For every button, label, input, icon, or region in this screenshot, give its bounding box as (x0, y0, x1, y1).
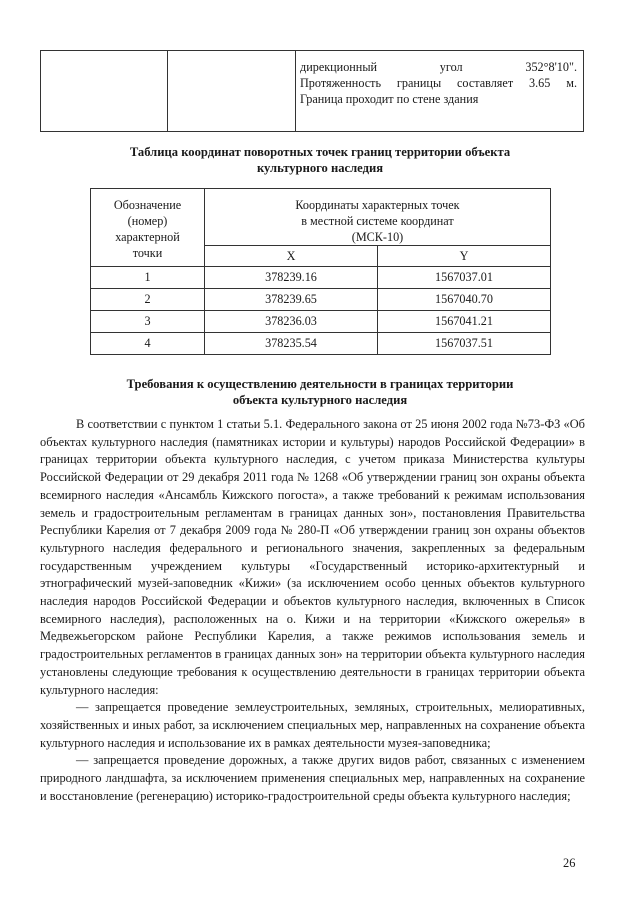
boundary-description-cell (296, 51, 584, 132)
requirement-item: — запрещается проведение землеустроительных, земляных, строительных, мелиоративных, хозяйственных и иных работ, за исключением специальных мер, направленных на сохранение объекта культурного наследия и использование их в рамках деятельности музея-заповедника; (40, 700, 585, 750)
point-number: 2 (91, 289, 205, 311)
header-y: Y (378, 246, 551, 267)
y-coordinate: 1567037.51 (378, 333, 551, 355)
table-row (41, 51, 584, 132)
boundary-wall-line: Граница проходит по стене здания (300, 92, 479, 106)
requirements-body (40, 416, 585, 805)
table-row (91, 311, 551, 333)
empty-cell (168, 51, 296, 132)
x-coordinate: 378236.03 (205, 311, 378, 333)
header-coordinates: Координаты характерных точек в местной системе координат (МСК-10) (205, 189, 551, 246)
heading-line: культурного наследия (256, 161, 384, 175)
table-header-row (91, 189, 551, 246)
empty-cell (41, 51, 168, 132)
point-number: 1 (91, 267, 205, 289)
x-coordinate: 378235.54 (205, 333, 378, 355)
requirement-item: — запрещается проведение дорожных, а также других видов работ, связанных с изменением природного ландшафта, за исключением применения специальных мер, направленных на сохранение и восстановление (регенерацию) историко-градостроительной среды объекта культурного наследия; (40, 753, 585, 803)
x-coordinate: 378239.65 (205, 289, 378, 311)
coordinates-table-heading (60, 144, 580, 176)
legal-basis-paragraph: В соответствии с пунктом 1 статьи 5.1. Федерального закона от 25 июня 2002 года №73-ФЗ «Об объектах культурного наследия (памятниках истории и культуры) народов Российской Федерации» в границах территории объекта культурного наследия, с учетом приказа Министерства культуры Российской Федерации от 29 декабря 2011 года № 1268 «Об утверждении границ зон охраны объекта всемирного наследия «Ансамбль Кижского погоста», а также требований к режимам использования земель и градостроительным регламентам в границах данных зон», постановления Правительства Республики Карелия от 7 декабря 2009 года № 280-П «Об утверждении границ зон охраны объектов культурного наследия федерального и регионального значения, закрепленных за федеральным государственным учреждением культуры «Государственный историко-архитектурный и этнографический музей-заповедник «Кижи» (за исключением особо ценных объектов культурного наследия народов Российской Федерации и объектов культурного наследия, включенных в Список всемирного наследия), расположенных на о. Кижи и на территории «Кижского ожерелья» в Медвежьегорском районе Республики Карелия, а также режимов использования земель и градостроительных регламентов в границах данных зон» на территории объекта культурного наследия установлены следующие требования к осуществлению деятельности в границах территории объекта культурного наследия: (40, 417, 585, 697)
header-point-designation: Обозначение (номер) характерной точки (91, 189, 205, 267)
table-row (91, 267, 551, 289)
y-coordinate: 1567041.21 (378, 311, 551, 333)
point-number: 4 (91, 333, 205, 355)
heading-line: объекта культурного наследия (232, 393, 408, 407)
requirements-heading (60, 376, 580, 408)
heading-line: Требования к осуществлению деятельности в границах территории (126, 377, 514, 391)
direction-angle-line: дирекционный угол 352°8'10". (300, 60, 577, 74)
y-coordinate: 1567037.01 (378, 267, 551, 289)
point-number: 3 (91, 311, 205, 333)
page-number: 26 (563, 856, 576, 870)
x-coordinate: 378239.16 (205, 267, 378, 289)
header-x: X (205, 246, 378, 267)
y-coordinate: 1567040.70 (378, 289, 551, 311)
table-row (91, 333, 551, 355)
heading-line: Таблица координат поворотных точек границ территории объекта (129, 145, 511, 159)
boundary-length-line: Протяженность границы составляет 3.65 м. (300, 76, 577, 90)
coordinates-table (90, 188, 551, 355)
table-row (91, 289, 551, 311)
boundary-description-table (40, 50, 584, 132)
